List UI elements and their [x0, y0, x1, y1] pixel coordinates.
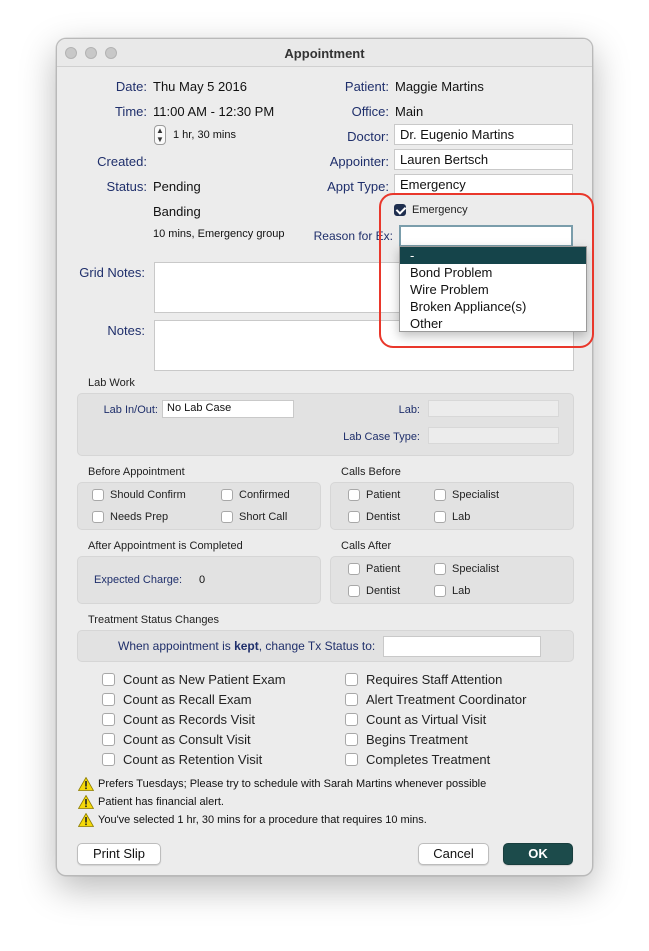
needs-prep-checkbox[interactable] [92, 511, 168, 523]
checkbox-icon [345, 673, 358, 686]
calls-after-patient-checkbox[interactable] [348, 563, 400, 575]
date-label: Date: [115, 79, 147, 94]
alert-item [78, 795, 224, 809]
calls-before-lab-label: Lab [452, 511, 471, 523]
appt-type-field[interactable]: Emergency [394, 174, 573, 195]
duration-value: 1 hr, 30 mins [173, 129, 236, 141]
warning-icon [78, 813, 94, 827]
calls-after-patient-label: Patient [366, 563, 401, 575]
warning-icon [78, 777, 94, 791]
count-left-checkbox[interactable] [102, 672, 286, 687]
count-right-checkbox[interactable] [345, 672, 502, 687]
calls-before-dentist-checkbox[interactable] [348, 511, 400, 523]
office-label: Office: [351, 104, 389, 119]
checkbox-icon [348, 489, 360, 501]
doctor-label: Doctor: [347, 129, 389, 144]
checkbox-icon [345, 713, 358, 726]
checkbox-icon [92, 489, 104, 501]
appt-type-label: Appt Type: [327, 179, 389, 194]
appointer-label: Appointer: [329, 154, 389, 169]
should-confirm-checkbox[interactable] [92, 489, 186, 501]
reason-option[interactable]: Broken Appliance(s) [410, 299, 527, 314]
checkbox-icon [348, 511, 360, 523]
lab-work-group [77, 393, 574, 456]
checkbox-icon [434, 511, 446, 523]
stepper-up-icon[interactable]: ▲ [156, 126, 164, 135]
alert-item [78, 777, 486, 791]
lab-work-title: Lab Work [88, 377, 135, 389]
calls-before-dentist-label: Dentist [366, 511, 401, 523]
reason-option[interactable]: Bond Problem [410, 265, 493, 280]
kept-status-label: When appointment is kept, change Tx Status to: [118, 639, 376, 653]
status-value: Pending [153, 179, 201, 194]
window-title: Appointment [284, 46, 365, 61]
reason-option[interactable]: Wire Problem [410, 282, 489, 297]
expected-charge-value: 0 [199, 574, 206, 586]
before-appointment-title: Before Appointment [88, 466, 185, 478]
count-right-checkbox[interactable] [345, 712, 486, 727]
emergency-label: Emergency [412, 204, 468, 216]
calls-after-dentist-checkbox[interactable] [348, 585, 400, 597]
after-appointment-group [77, 556, 321, 604]
checkbox-icon [434, 585, 446, 597]
confirmed-label: Confirmed [239, 489, 290, 501]
office-value: Main [395, 104, 424, 119]
checkbox-icon [434, 563, 446, 575]
status-label: Status: [106, 179, 147, 194]
checkbox-icon [221, 489, 233, 501]
appointment-window [56, 38, 593, 876]
title-bar [57, 39, 592, 67]
calls-before-patient-checkbox[interactable] [348, 489, 400, 501]
reason-option[interactable]: Other [410, 316, 443, 331]
alert-text: You've selected 1 hr, 30 mins for a procedure that requires 10 mins. [98, 814, 427, 826]
calls-before-lab-checkbox[interactable] [434, 511, 470, 523]
count-left-checkbox[interactable] [102, 712, 255, 727]
lab-field[interactable] [428, 400, 559, 417]
calls-after-lab-checkbox[interactable] [434, 585, 470, 597]
count-left-label: Count as Consult Visit [123, 732, 251, 747]
checkbox-icon [102, 673, 115, 686]
checkbox-icon [102, 693, 115, 706]
calls-before-title: Calls Before [341, 466, 401, 478]
kept-status-field[interactable] [383, 636, 541, 657]
checkbox-icon [348, 585, 360, 597]
print-slip-button[interactable]: Print Slip [77, 843, 161, 865]
calls-after-lab-label: Lab [452, 585, 471, 597]
stepper-down-icon[interactable]: ▼ [156, 135, 164, 144]
expected-charge-label: Expected Charge: [94, 574, 183, 586]
checkbox-icon [434, 489, 446, 501]
calls-after-specialist-label: Specialist [452, 563, 500, 575]
count-right-label: Requires Staff Attention [366, 672, 503, 687]
should-confirm-label: Should Confirm [110, 489, 186, 501]
calls-after-title: Calls After [341, 540, 392, 552]
checkbox-icon [345, 733, 358, 746]
reason-option[interactable]: - [400, 247, 586, 264]
time-value: 11:00 AM - 12:30 PM [153, 104, 275, 119]
checkbox-icon [102, 753, 115, 766]
lab-case-type-label: Lab Case Type: [343, 431, 420, 443]
lab-case-type-field[interactable] [428, 427, 559, 444]
count-left-label: Count as New Patient Exam [123, 672, 286, 687]
short-call-checkbox[interactable] [221, 511, 287, 523]
patient-value: Maggie Martins [395, 79, 484, 94]
count-right-checkbox[interactable] [345, 732, 468, 747]
before-appointment-group [77, 482, 321, 530]
count-right-checkbox[interactable] [345, 752, 490, 767]
confirmed-checkbox[interactable] [221, 489, 290, 501]
procedure-name: Banding [153, 204, 201, 219]
count-right-checkbox[interactable] [345, 692, 526, 707]
calls-before-specialist-checkbox[interactable] [434, 489, 499, 501]
checkbox-icon [221, 511, 233, 523]
highlight-annotation [379, 193, 594, 348]
date-value: Thu May 5 2016 [153, 79, 247, 94]
count-right-label: Completes Treatment [366, 752, 491, 767]
doctor-field[interactable]: Dr. Eugenio Martins [394, 124, 573, 145]
reason-label: Reason for Ex: [313, 229, 393, 243]
count-left-label: Count as Retention Visit [123, 752, 263, 767]
ok-button[interactable]: OK [503, 843, 573, 865]
checkbox-icon [92, 511, 104, 523]
count-left-label: Count as Recall Exam [123, 692, 252, 707]
after-appointment-title: After Appointment is Completed [88, 540, 243, 552]
calls-after-dentist-label: Dentist [366, 585, 401, 597]
needs-prep-label: Needs Prep [110, 511, 169, 523]
checkbox-icon [102, 733, 115, 746]
calls-after-group [330, 556, 574, 604]
checkbox-icon [345, 693, 358, 706]
calls-after-specialist-checkbox[interactable] [434, 563, 499, 575]
appointer-field[interactable]: Lauren Bertsch [394, 149, 573, 170]
calls-before-group [330, 482, 574, 530]
count-left-checkbox[interactable] [102, 752, 262, 767]
count-right-label: Begins Treatment [366, 732, 468, 747]
short-call-label: Short Call [239, 511, 288, 523]
warning-icon [78, 795, 94, 809]
count-right-label: Alert Treatment Coordinator [366, 692, 527, 707]
lab-label: Lab: [398, 404, 420, 416]
cancel-button[interactable]: Cancel [418, 843, 489, 865]
alert-text: Prefers Tuesdays; Please try to schedule with Sarah Martins whenever possible [98, 778, 487, 790]
count-left-checkbox[interactable] [102, 692, 252, 707]
treatment-status-title: Treatment Status Changes [88, 614, 220, 626]
alert-item [78, 813, 427, 827]
patient-label: Patient: [344, 79, 389, 94]
treatment-status-group [77, 630, 574, 662]
count-left-label: Count as Records Visit [123, 712, 255, 727]
time-label: Time: [114, 104, 147, 119]
checkbox-icon [348, 563, 360, 575]
count-right-label: Count as Virtual Visit [366, 712, 487, 727]
lab-inout-label: Lab In/Out: [103, 404, 158, 416]
alert-text: Patient has financial alert. [98, 796, 224, 808]
count-left-checkbox[interactable] [102, 732, 251, 747]
checkbox-icon [345, 753, 358, 766]
notes-label: Notes: [107, 323, 145, 338]
duration-stepper[interactable] [154, 125, 166, 145]
grid-notes-label: Grid Notes: [79, 265, 145, 280]
checkbox-icon [102, 713, 115, 726]
procedure-info: 10 mins, Emergency group [153, 228, 285, 240]
lab-inout-field[interactable]: No Lab Case [162, 400, 294, 418]
calls-before-patient-label: Patient [366, 489, 401, 501]
created-label: Created: [97, 154, 147, 169]
calls-before-specialist-label: Specialist [452, 489, 500, 501]
